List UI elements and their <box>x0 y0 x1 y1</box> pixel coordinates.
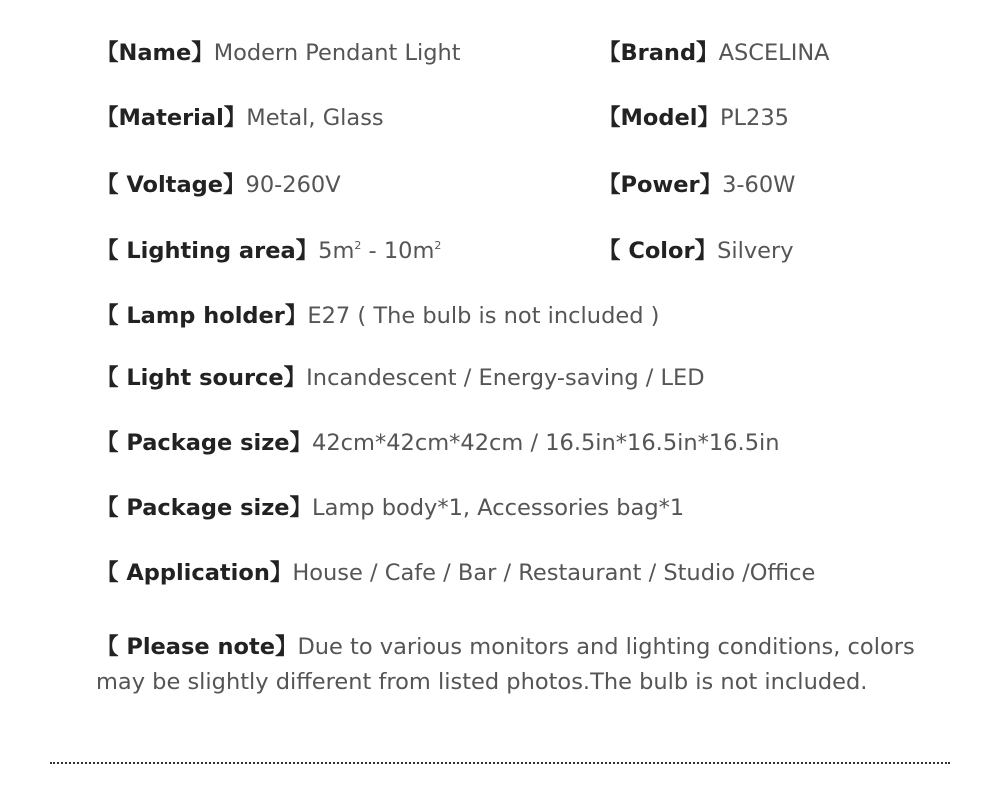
please-note-label: 【 Please note】 <box>96 634 298 660</box>
spec-power-label: 【Power】 <box>598 172 723 198</box>
spec-model <box>598 103 789 133</box>
spec-light-source-value: Incandescent / Energy-saving / LED <box>306 365 705 391</box>
spec-material <box>96 103 384 133</box>
spec-power-value: 3-60W <box>722 172 796 198</box>
spec-package-size-contents-label: 【 Package size】 <box>96 495 313 521</box>
spec-lighting-area-value-mid: - 10m <box>361 238 435 264</box>
spec-name-label: 【Name】 <box>96 40 214 66</box>
spec-light-source-label: 【 Light source】 <box>96 365 307 391</box>
spec-package-size-contents <box>96 493 684 523</box>
spec-voltage <box>96 170 341 200</box>
spec-brand-label: 【Brand】 <box>598 40 719 66</box>
spec-package-size-dimensions <box>96 428 780 458</box>
spec-lamp-holder-label: 【 Lamp holder】 <box>96 303 308 329</box>
spec-color-label: 【 Color】 <box>598 238 718 264</box>
spec-model-label: 【Model】 <box>598 105 720 131</box>
spec-brand-value: ASCELINA <box>718 40 830 66</box>
spec-lighting-area <box>96 236 441 266</box>
please-note <box>96 630 926 700</box>
please-note-text: Due to various monitors and lighting conditions, colors may be slightly different from listed photos.The bulb is not included. <box>96 634 915 695</box>
spec-package-size-dimensions-value: 42cm*42cm*42cm / 16.5in*16.5in*16.5in <box>312 430 780 456</box>
spec-color-value: Silvery <box>717 238 794 264</box>
spec-lamp-holder <box>96 301 659 331</box>
spec-application-value: House / Cafe / Bar / Restaurant / Studio /Office <box>292 560 816 586</box>
spec-material-label: 【Material】 <box>96 105 247 131</box>
spec-lamp-holder-value: E27 ( The bulb is not included ) <box>307 303 660 329</box>
spec-voltage-label: 【 Voltage】 <box>96 172 246 198</box>
spec-application-label: 【 Application】 <box>96 560 293 586</box>
spec-lighting-area-label: 【 Lighting area】 <box>96 238 319 264</box>
spec-name <box>96 38 461 68</box>
dotted-divider <box>50 762 950 764</box>
spec-model-value: PL235 <box>719 105 789 131</box>
spec-lighting-area-sup-b: 2 <box>434 239 442 252</box>
spec-material-value: Metal, Glass <box>246 105 384 131</box>
spec-name-value: Modern Pendant Light <box>213 40 461 66</box>
spec-lighting-area-value-a: 5m <box>318 238 355 264</box>
spec-package-size-contents-value: Lamp body*1, Accessories bag*1 <box>312 495 685 521</box>
spec-package-size-dimensions-label: 【 Package size】 <box>96 430 313 456</box>
spec-color <box>598 236 794 266</box>
spec-light-source <box>96 363 705 393</box>
spec-lighting-area-sup-a: 2 <box>354 239 362 252</box>
spec-brand <box>598 38 830 68</box>
spec-power <box>598 170 795 200</box>
spec-application <box>96 558 815 588</box>
spec-voltage-value: 90-260V <box>245 172 341 198</box>
